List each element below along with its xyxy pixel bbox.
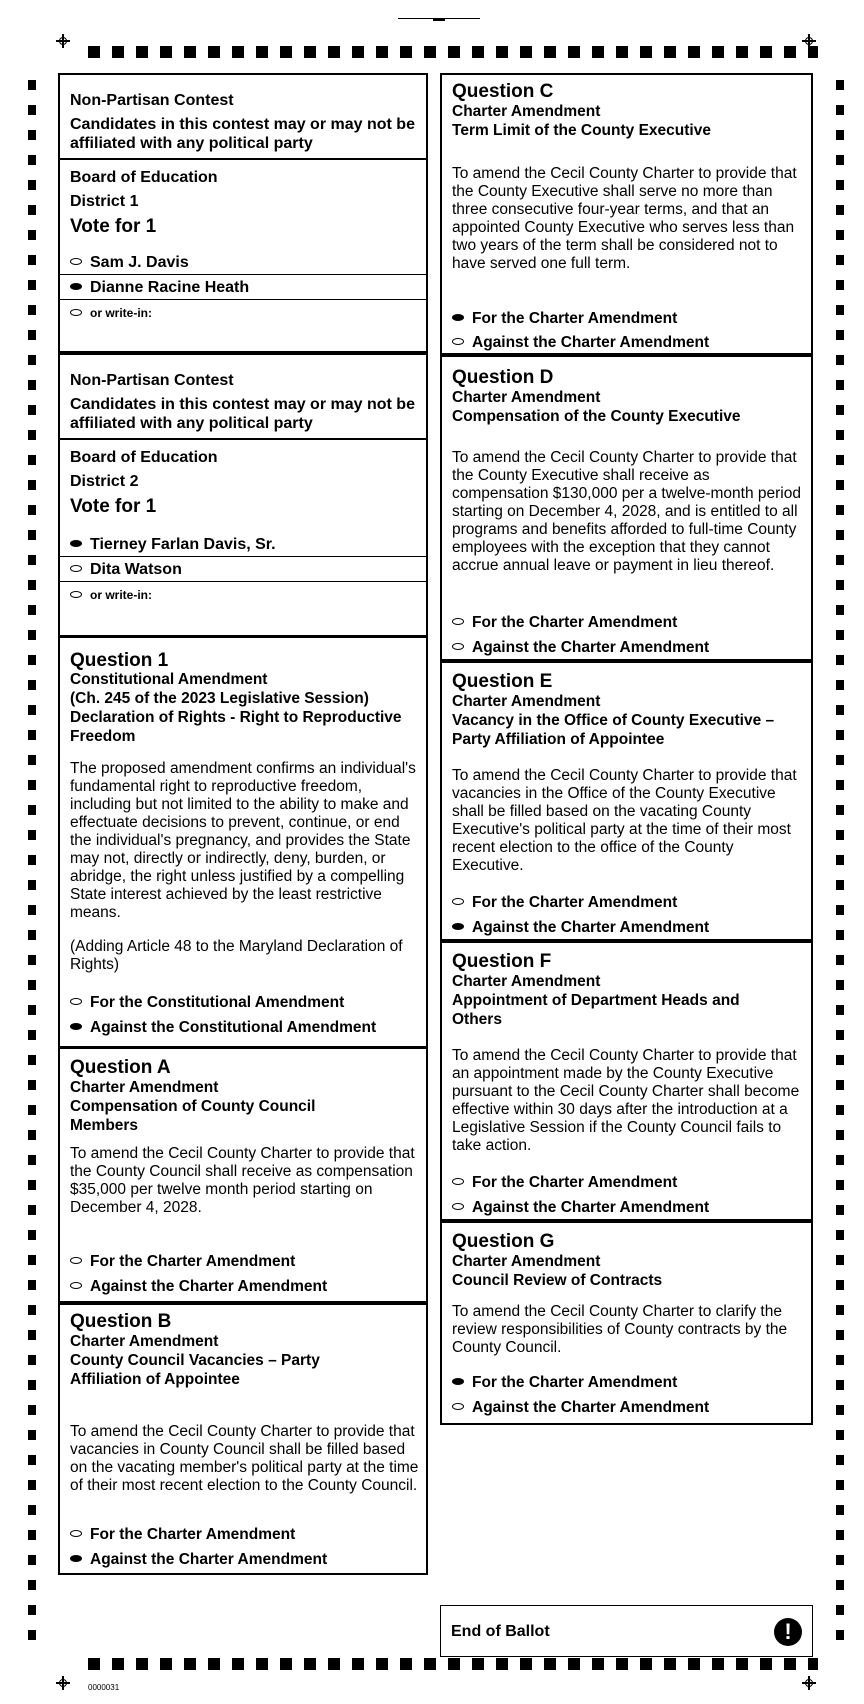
question-g: [442, 1223, 811, 1423]
contest-board-district-1: [60, 160, 426, 355]
nonpartisan-label: Non-Partisan Contest: [70, 372, 234, 389]
option-label: For the Charter Amendment: [472, 894, 678, 911]
bubble-icon[interactable]: [70, 309, 82, 316]
question-subtitle: (Ch. 245 of the 2023 Legislative Session): [70, 690, 369, 707]
question-body: To amend the Cecil County Charter to provide that the County Executive shall serve no more than three consecutive four-year terms, and that an appointed County Executive who serves less than two years of the term shall be considered not to have served one full term.: [452, 165, 797, 272]
question-a: [60, 1049, 426, 1305]
top-rule: [398, 18, 480, 19]
bubble-filled-icon[interactable]: [70, 1555, 82, 1562]
candidate-name: Tierney Farlan Davis, Sr.: [90, 536, 276, 553]
question-body: To amend the Cecil County Charter to provide that vacancies in County Council shall be filled based on the vacating member's political party at the time of their most recent election to the County Council.: [70, 1423, 419, 1494]
question-c: [442, 75, 811, 357]
right-column: [440, 73, 813, 1425]
option-label: Against the Charter Amendment: [472, 334, 710, 351]
question-type: Charter Amendment: [452, 389, 601, 406]
bubble-icon[interactable]: [452, 1178, 464, 1185]
contest-board-district-2: [60, 440, 426, 638]
bubble-icon[interactable]: [452, 898, 464, 905]
question-type: Charter Amendment: [452, 973, 601, 990]
writein-option[interactable]: [60, 302, 426, 324]
bubble-icon[interactable]: [70, 258, 82, 265]
bubble-icon[interactable]: [70, 565, 82, 572]
question-body: To amend the Cecil County Charter to provide that the County Executive shall receive as compensation $130,000 per a twelve-month period starting on December 4, 2028, and is entitled to all programs and benefits afforded to full-time County employees with the exception that they cannot accrue annual leave or payment in lieu thereof.: [452, 449, 801, 574]
question-f: [442, 943, 811, 1223]
candidate-name: Dita Watson: [90, 561, 182, 578]
for-option[interactable]: [442, 1373, 811, 1393]
candidate-name: Dianne Racine Heath: [90, 279, 250, 296]
against-option[interactable]: [442, 638, 811, 658]
question-type: Constitutional Amendment: [70, 671, 268, 688]
vote-for-label: Vote for 1: [70, 216, 157, 237]
writein-label: or write-in:: [90, 588, 152, 602]
question-note: (Adding Article 48 to the Maryland Declaration of Rights): [70, 938, 403, 973]
question-type: Charter Amendment: [452, 1253, 601, 1270]
contest-header: [60, 355, 426, 440]
candidate-name: Sam J. Davis: [90, 254, 189, 271]
affiliation-note: Candidates in this contest may or may not be affiliated with any political party: [70, 116, 415, 152]
bubble-filled-icon[interactable]: [452, 923, 464, 930]
timing-marks-right: [836, 80, 844, 1650]
bubble-icon[interactable]: [70, 1257, 82, 1264]
question-body: To amend the Cecil County Charter to provide that an appointment made by the County Executive pursuant to the Cecil County Charter shall become effective within 30 days after the introduction at a Legislative Session if the County Council fails to take action.: [452, 1047, 800, 1154]
option-label: For the Charter Amendment: [90, 1253, 296, 1270]
bubble-filled-icon[interactable]: [452, 314, 464, 321]
affiliation-note: Candidates in this contest may or may not be affiliated with any political party: [70, 396, 415, 432]
for-option[interactable]: [60, 1525, 426, 1545]
bubble-filled-icon[interactable]: [70, 283, 82, 290]
question-title: Question A: [70, 1057, 171, 1078]
candidate-option[interactable]: [60, 277, 426, 300]
question-type: Charter Amendment: [452, 103, 601, 120]
left-column: [58, 73, 428, 1575]
question-d: [442, 357, 811, 663]
option-label: Against the Charter Amendment: [90, 1278, 328, 1295]
registration-mark-icon: [56, 34, 70, 48]
bubble-icon[interactable]: [452, 618, 464, 625]
exclamation-icon: !: [774, 1618, 802, 1646]
against-option[interactable]: [60, 1550, 426, 1570]
timing-marks-bottom: [88, 1658, 818, 1670]
bubble-filled-icon[interactable]: [70, 540, 82, 547]
district-label: District 2: [70, 473, 139, 490]
for-option[interactable]: [60, 993, 426, 1013]
option-label: For the Constitutional Amendment: [90, 994, 345, 1011]
option-label: Against the Charter Amendment: [472, 1199, 710, 1216]
against-option[interactable]: [60, 1018, 426, 1038]
question-subtitle: County Council Vacancies – Party Affiliation of Appointee: [70, 1352, 320, 1388]
bubble-filled-icon[interactable]: [452, 1378, 464, 1385]
option-label: For the Charter Amendment: [90, 1526, 296, 1543]
against-option[interactable]: [442, 333, 811, 353]
question-type: Charter Amendment: [70, 1333, 219, 1350]
option-label: Against the Charter Amendment: [472, 639, 710, 656]
question-b: [60, 1305, 426, 1573]
writein-label: or write-in:: [90, 306, 152, 320]
end-of-ballot-label: End of Ballot: [451, 1623, 550, 1640]
district-label: District 1: [70, 193, 139, 210]
candidate-option[interactable]: [60, 252, 426, 275]
option-label: Against the Constitutional Amendment: [90, 1019, 377, 1036]
vote-for-label: Vote for 1: [70, 496, 157, 517]
option-label: Against the Charter Amendment: [472, 1399, 710, 1416]
office-title: Board of Education: [70, 449, 218, 466]
ballot-serial: 0000031: [88, 1683, 120, 1692]
option-label: For the Charter Amendment: [472, 614, 678, 631]
writein-option[interactable]: [60, 584, 426, 606]
question-subtitle: Term Limit of the County Executive: [452, 122, 711, 139]
bubble-icon[interactable]: [70, 1282, 82, 1289]
question-type: Charter Amendment: [452, 693, 601, 710]
for-option[interactable]: [442, 1173, 811, 1193]
against-option[interactable]: [442, 1398, 811, 1418]
question-1: [60, 638, 426, 1049]
question-title: Question 1: [70, 650, 169, 671]
candidate-option[interactable]: [60, 559, 426, 582]
bubble-icon[interactable]: [452, 643, 464, 650]
question-subtitle: Compensation of County Council Members: [70, 1098, 316, 1134]
question-subtitle: Vacancy in the Office of County Executive – Party Affiliation of Appointee: [452, 712, 775, 748]
end-of-ballot: [440, 1605, 813, 1657]
question-type: Charter Amendment: [70, 1079, 219, 1096]
against-option[interactable]: [442, 918, 811, 938]
for-option[interactable]: [60, 1252, 426, 1272]
bubble-icon[interactable]: [70, 1530, 82, 1537]
for-option[interactable]: [442, 309, 811, 329]
question-title: Question D: [452, 367, 554, 388]
bubble-icon[interactable]: [452, 1203, 464, 1210]
option-label: For the Charter Amendment: [472, 310, 678, 327]
bubble-icon[interactable]: [452, 1403, 464, 1410]
option-label: Against the Charter Amendment: [90, 1551, 328, 1568]
question-body: To amend the Cecil County Charter to provide that the County Council shall receive as compensation $35,000 per twelve month period starting on December 4, 2028.: [70, 1145, 415, 1216]
question-subtitle: Compensation of the County Executive: [452, 408, 741, 425]
question-title: Question F: [452, 951, 552, 972]
question-body: To amend the Cecil County Charter to provide that vacancies in the Office of the County Executive shall be filled based on the vacating County Executive's political party at the time of their most recent election to the office of the County Executive.: [452, 767, 797, 874]
candidate-option[interactable]: [60, 534, 426, 557]
question-subtitle: Council Review of Contracts: [452, 1272, 663, 1289]
registration-mark-icon: [56, 1676, 70, 1690]
question-subtitle: Appointment of Department Heads and Others: [452, 992, 740, 1028]
for-option[interactable]: [442, 613, 811, 633]
question-body: The proposed amendment confirms an individual's fundamental right to reproductive freedom, including but not limited to the ability to make and effectuate decisions to prevent, continue, or end the individual's pregnancy, and provides the State may not, directly or indirectly, deny, burden, or abridge, the right unless justified by a compelling State interest achieved by the least restrictive means.: [70, 760, 416, 921]
question-subtitle: Declaration of Rights - Right to Reproductive Freedom: [70, 709, 402, 745]
question-title: Question C: [452, 81, 554, 102]
option-label: Against the Charter Amendment: [472, 919, 710, 936]
timing-marks-top: [88, 46, 818, 58]
question-title: Question G: [452, 1231, 555, 1252]
question-title: Question E: [452, 671, 553, 692]
office-title: Board of Education: [70, 169, 218, 186]
option-label: For the Charter Amendment: [472, 1174, 678, 1191]
bubble-icon[interactable]: [452, 338, 464, 345]
bubble-icon[interactable]: [70, 591, 82, 598]
registration-mark-icon: [802, 1676, 816, 1690]
nonpartisan-label: Non-Partisan Contest: [70, 92, 234, 109]
contest-header: [60, 75, 426, 160]
for-option[interactable]: [442, 893, 811, 913]
question-body: To amend the Cecil County Charter to clarify the review responsibilities of County contracts by the County Council.: [452, 1303, 788, 1356]
timing-marks-left: [28, 80, 36, 1650]
against-option[interactable]: [60, 1277, 426, 1297]
option-label: For the Charter Amendment: [472, 1374, 678, 1391]
question-title: Question B: [70, 1311, 172, 1332]
question-e: [442, 663, 811, 943]
against-option[interactable]: [442, 1198, 811, 1218]
bubble-icon[interactable]: [70, 998, 82, 1005]
bubble-filled-icon[interactable]: [70, 1023, 82, 1030]
